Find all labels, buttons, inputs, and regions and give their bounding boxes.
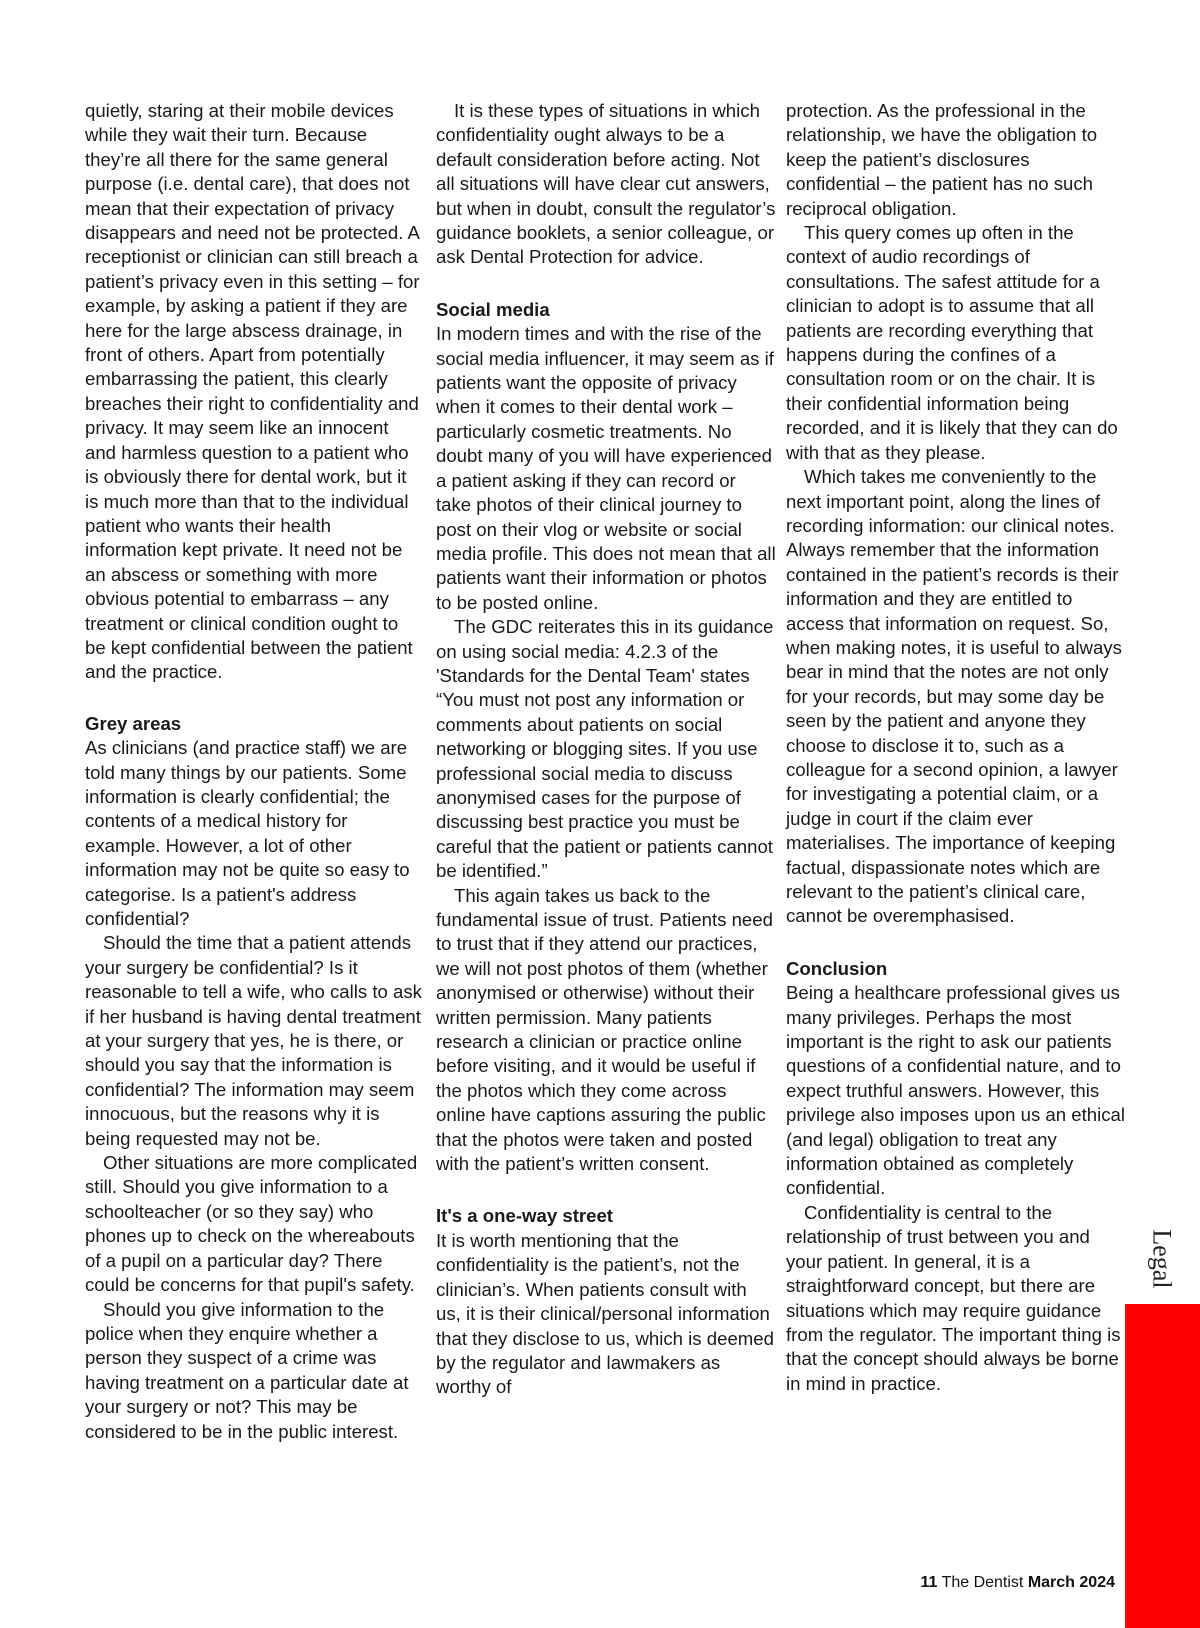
section-heading-one-way-street: It's a one-way street xyxy=(436,1205,613,1227)
section-color-tab xyxy=(1125,1304,1200,1628)
publication-name: The Dentist xyxy=(941,1574,1024,1591)
section-label-text: Legal xyxy=(1148,1229,1177,1289)
paragraph: This again takes us back to the fundamental issue of trust. Patients need to trust that if they attend our practices, we will not post photos of them (whether anonymised or otherwise) without their written permission. Many patients research a clinician or practice online before visiting, and it would be useful if the photos which they come across online have captions assuring the public that the photos were taken and posted with the patient’s written consent. xyxy=(436,884,773,1175)
article-column-3 xyxy=(786,99,1126,1396)
page-footer xyxy=(870,1574,1115,1592)
paragraph: This query comes up often in the context of audio recordings of consultations. The safest attitude for a clinician to adopt is to assume that all patients are recording everything that happens during the confines of a consultation room or on the chair. It is their confidential information being recorded, and it is likely that they can do with that as they please. xyxy=(786,222,1118,463)
article-column-1 xyxy=(85,99,423,1444)
section-heading-grey-areas: Grey areas xyxy=(85,712,182,734)
paragraph: Should the time that a patient attends your surgery be confidential? Is it reasonable to tell a wife, who calls to ask if her husband is having dental treatment at your surgery that yes, he is there, or should you say that the information is confidential? The information may seem innocuous, but the reasons why it is being requested may not be. xyxy=(85,932,422,1149)
article-column-2 xyxy=(436,99,776,1400)
paragraph: As clinicians (and practice staff) we are told many things by our patients. Some information is clearly confidential; the contents of a medical history for example. However, a lot of other information may not be quite so easy to categorise. Is a patient's address confidential? xyxy=(85,737,410,929)
paragraph: Other situations are more complicated still. Should you give information to a schoolteacher (or so they say) who phones up to check on the whereabouts of a pupil on a particular day? There could be concerns for that pupil's safety. xyxy=(85,1152,418,1296)
issue-date: March 2024 xyxy=(1027,1574,1115,1591)
section-label-legal xyxy=(1130,1224,1194,1294)
paragraph: quietly, staring at their mobile devices while they wait their turn. Because they’re all there for the same general purpose (i.e. dental care), that does not mean that their expectation of privacy disappears and need not be protected. A receptionist or clinician can still breach a patient’s privacy even in this setting – for example, by asking a patient if they are here for the large abscess drainage, in front of others. Apart from potentially embarrassing the patient, this clearly breaches their right to confidentiality and privacy. It may seem like an innocent and harmless question to a patient who is obviously there for dental work, but it is much more than that to the individual patient who wants their health information kept private. It need not be an abscess or something with more obvious potential to embarrass – any treatment or clinical condition ought to be kept confidential between the patient and the practice. xyxy=(85,100,420,683)
section-heading-conclusion: Conclusion xyxy=(786,957,888,979)
section-heading-social-media: Social media xyxy=(436,298,550,320)
paragraph: The GDC reiterates this in its guidance on using social media: 4.2.3 of the 'Standards for the Dental Team' states “You must not post any information or comments about patients on social networking or blogging sites. If you use professional social media to discuss anonymised cases for the purpose of discussing best practice you must be careful that the patient or patients cannot be identified.” xyxy=(436,616,774,882)
paragraph: protection. As the professional in the relationship, we have the obligation to keep the patient’s disclosures confidential – the patient has no such reciprocal obligation. xyxy=(786,100,1098,219)
paragraph: It is worth mentioning that the confidentiality is the patient’s, not the clinician’s. When patients consult with us, it is their clinical/personal information that they disclose to us, which is deemed by the regulator and lawmakers as worthy of xyxy=(436,1229,774,1398)
paragraph: Should you give information to the police when they enquire whether a person they suspect of a crime was having treatment on a particular date at your surgery or not? This may be considered to be in the public interest. xyxy=(85,1298,409,1442)
page-number: 11 xyxy=(920,1574,938,1591)
paragraph: Which takes me conveniently to the next important point, along the lines of recording information: our clinical notes. Always remember that the information contained in the patient’s records is their information and they are entitled to access that information on request. So, when making notes, it is useful to always bear in mind that the notes are not only for your records, but may some day be seen by the patient and anyone they choose to disclose it to, such as a colleague for a second opinion, a lawyer for investigating a potential claim, or a judge in court if the claim ever materialises. The importance of keeping factual, dispassionate notes which are relevant to the patient’s clinical care, cannot be overemphasised. xyxy=(786,466,1122,927)
paragraph: Confidentiality is central to the relationship of trust between you and your patient. In general, it is a straightforward concept, but there are situations which may require guidance from the regulator. The important thing is that the concept should always be borne in mind in practice. xyxy=(786,1201,1121,1394)
paragraph: Being a healthcare professional gives us many privileges. Perhaps the most important is the right to ask our patients questions of a confidential nature, and to expect truthful answers. However, this privilege also imposes upon us an ethical (and legal) obligation to treat any information obtained as completely confidential. xyxy=(786,982,1126,1199)
paragraph: It is these types of situations in which confidentiality ought always to be a default consideration before acting. Not all situations will have clear cut answers, but when in doubt, consult the regulator’s guidance booklets, a senior colleague, or ask Dental Protection for advice. xyxy=(436,100,776,268)
paragraph: In modern times and with the rise of the social media influencer, it may seem as if patients want the opposite of privacy when it comes to their dental work – particularly cosmetic treatments. No doubt many of you will have experienced a patient asking if they can record or take photos of their clinical journey to post on their vlog or website or social media profile. This does not mean that all patients want their information or photos to be posted online. xyxy=(436,323,776,613)
